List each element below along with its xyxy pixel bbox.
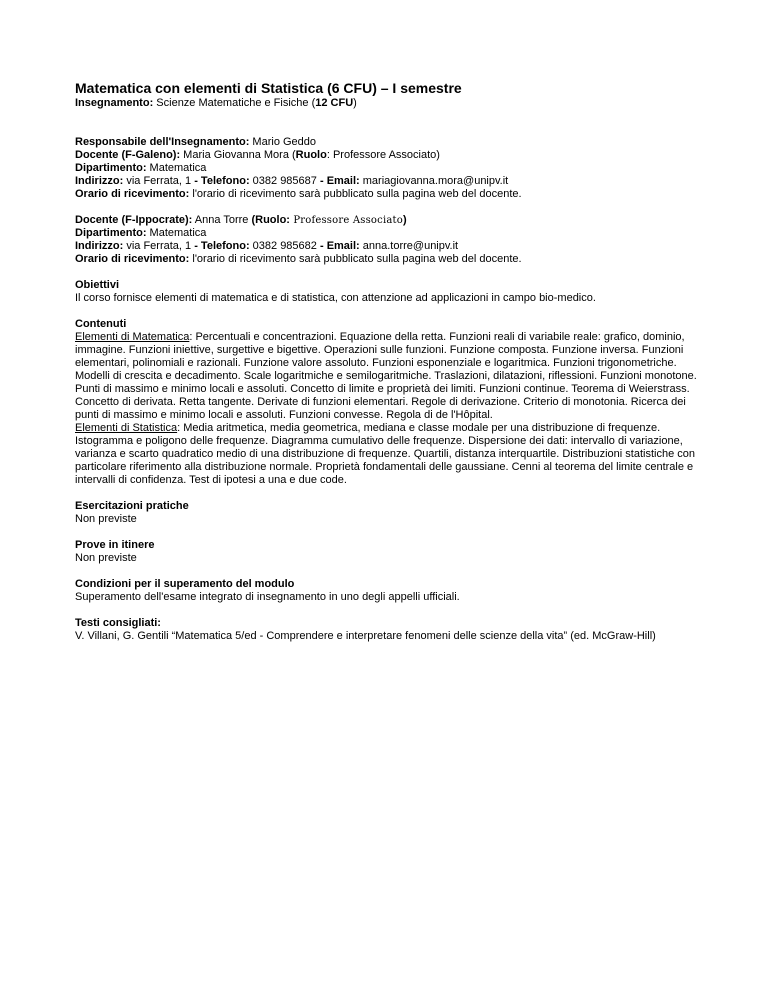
ippocrate-ind-label: Indirizzo: — [75, 240, 124, 252]
galeno-ind-value: via Ferrata, 1 — [123, 175, 195, 187]
ippocrate-ind-value: via Ferrata, 1 — [123, 240, 195, 252]
ippocrate-dipartimento-line — [75, 227, 705, 240]
insegnamento-cfu: 12 CFU — [315, 97, 354, 109]
galeno-dip-label: Dipartimento: — [75, 162, 147, 174]
insegnamento-label: Insegnamento: — [75, 97, 154, 109]
ippocrate-dip-label: Dipartimento: — [75, 227, 147, 239]
galeno-email-value: mariagiovanna.mora@unipv.it — [359, 175, 509, 187]
galeno-dipartimento-line — [75, 162, 705, 175]
ippocrate-docente-label: Docente (F-Ippocrate): — [75, 214, 193, 226]
condizioni-heading-text: Condizioni per il superamento del modulo — [75, 578, 295, 590]
galeno-dip-value: Matematica — [146, 162, 207, 174]
ippocrate-indirizzo-line — [75, 240, 705, 253]
ippocrate-ruolo-close: ) — [402, 214, 407, 226]
ippocrate-orario-label: Orario di ricevimento: — [75, 253, 190, 265]
insegnamento-line — [75, 97, 705, 110]
galeno-indirizzo-line — [75, 175, 705, 188]
galeno-ruolo-label: Ruolo — [295, 149, 327, 161]
ippocrate-ruolo-value: Professore Associato — [289, 215, 403, 226]
statistica-text: : Media aritmetica, media geometrica, mediana e classe modale per una distribuzione di frequenze. Istogramma e poligono delle frequenze. Diagramma cumulativo delle frequenze. Dispersione dei dati: intervallo di variazione, varianza e scarto quadratico medio di una distribuzione di frequenze. Quartili, distanza interquartile. Distribuzioni statistiche con particolare riferimento alla distribuzione normale. Proprietà fondamentali delle gaussiane. Cenni al teorema del limite centrale e intervalli di confidenza. Test di ipotesi a una e due code. — [75, 422, 695, 486]
testi-text: V. Villani, G. Gentili “Matematica 5/ed - Comprendere e interpretare fenomeni delle scienze della vita” (ed. McGraw-Hill) — [75, 630, 656, 642]
responsabile-label: Responsabile dell'Insegnamento: — [75, 136, 250, 148]
galeno-docente-line — [75, 149, 705, 162]
statistica-label: Elementi di Statistica — [75, 422, 178, 434]
galeno-orario-label: Orario di ricevimento: — [75, 188, 190, 200]
matematica-text: : Percentuali e concentrazioni. Equazione della retta. Funzioni reali di variabile reale: grafico, dominio, immagine. Funzioni iniettive, surgettive e bigettive. Operazioni sulle funzioni. Funzione composta. Funzione inversa. Funzioni elementari, polinomiali e razionali. Funzione valore assoluto. Funzioni esponenziale e logaritmica. Funzioni trigonometriche. Modelli di crescita e decadimento. Scale logaritmiche e semilogaritmiche. Traslazioni, dilatazioni, riflessioni. Funzioni monotone. Punti di massimo e minimo locali e assoluti. Concetto di limite e proprietà dei limiti. Funzioni continue. Teorema di Weierstrass. Concetto di derivata. Retta tangente. Derivate di funzioni elementari. Regole di derivazione. Criterio di monotonia. Ricerca dei punti di massimo e minimo locali e assoluti. Funzioni convesse. Regola di de l'Hôpital. — [75, 331, 697, 421]
ippocrate-dip-value: Matematica — [146, 227, 207, 239]
esercitazioni-text: Non previste — [75, 513, 137, 525]
prove-heading-text: Prove in itinere — [75, 539, 155, 551]
ippocrate-ruolo-label: (Ruolo: — [251, 214, 290, 226]
ippocrate-email-label: - Email: — [319, 240, 360, 252]
ippocrate-tel-label: - Telefono: — [194, 240, 250, 252]
insegnamento-close: ) — [353, 97, 357, 109]
ippocrate-email-value: anna.torre@unipv.it — [359, 240, 459, 252]
contenuti-matematica — [75, 331, 705, 422]
responsabile-line — [75, 136, 705, 149]
testi-heading-text: Testi consigliati: — [75, 617, 161, 629]
contenuti-statistica — [75, 422, 705, 487]
ippocrate-orario-line — [75, 253, 705, 266]
galeno-ruolo-value: : Professore Associato) — [326, 149, 440, 161]
galeno-orario-value: l'orario di ricevimento sarà pubblicato sulla pagina web del docente. — [189, 188, 522, 200]
insegnamento-value: Scienze Matematiche e Fisiche ( — [153, 97, 316, 109]
ippocrate-orario-value: l'orario di ricevimento sarà pubblicato sulla pagina web del docente. — [189, 253, 522, 265]
galeno-email-label: - Email: — [319, 175, 360, 187]
prove-heading — [75, 539, 705, 552]
galeno-docente-label: Docente (F-Galeno): — [75, 149, 181, 161]
condizioni-heading — [75, 578, 705, 591]
obiettivi-text: Il corso fornisce elementi di matematica e di statistica, con attenzione ad applicazioni in campo bio-medico. — [75, 292, 596, 304]
obiettivi-heading — [75, 279, 705, 292]
course-title: Matematica con elementi di Statistica (6 CFU) – I semestre — [75, 80, 462, 96]
condizioni-text: Superamento dell'esame integrato di insegnamento in uno degli appelli ufficiali. — [75, 591, 460, 603]
testi-heading — [75, 617, 705, 630]
contenuti-heading — [75, 318, 705, 331]
ippocrate-docente-value: Anna Torre — [192, 214, 252, 226]
contenuti-heading-text: Contenuti — [75, 318, 127, 330]
esercitazioni-heading-text: Esercitazioni pratiche — [75, 500, 189, 512]
galeno-ind-label: Indirizzo: — [75, 175, 124, 187]
galeno-tel-label: - Telefono: — [194, 175, 250, 187]
galeno-tel-value: 0382 985687 — [249, 175, 320, 187]
ippocrate-tel-value: 0382 985682 — [249, 240, 320, 252]
esercitazioni-heading — [75, 500, 705, 513]
responsabile-value: Mario Geddo — [249, 136, 317, 148]
ippocrate-docente-line — [75, 214, 705, 227]
galeno-orario-line — [75, 188, 705, 201]
obiettivi-heading-text: Obiettivi — [75, 279, 120, 291]
matematica-label: Elementi di Matematica — [75, 331, 190, 343]
galeno-docente-value: Maria Giovanna Mora ( — [180, 149, 296, 161]
prove-text: Non previste — [75, 552, 137, 564]
